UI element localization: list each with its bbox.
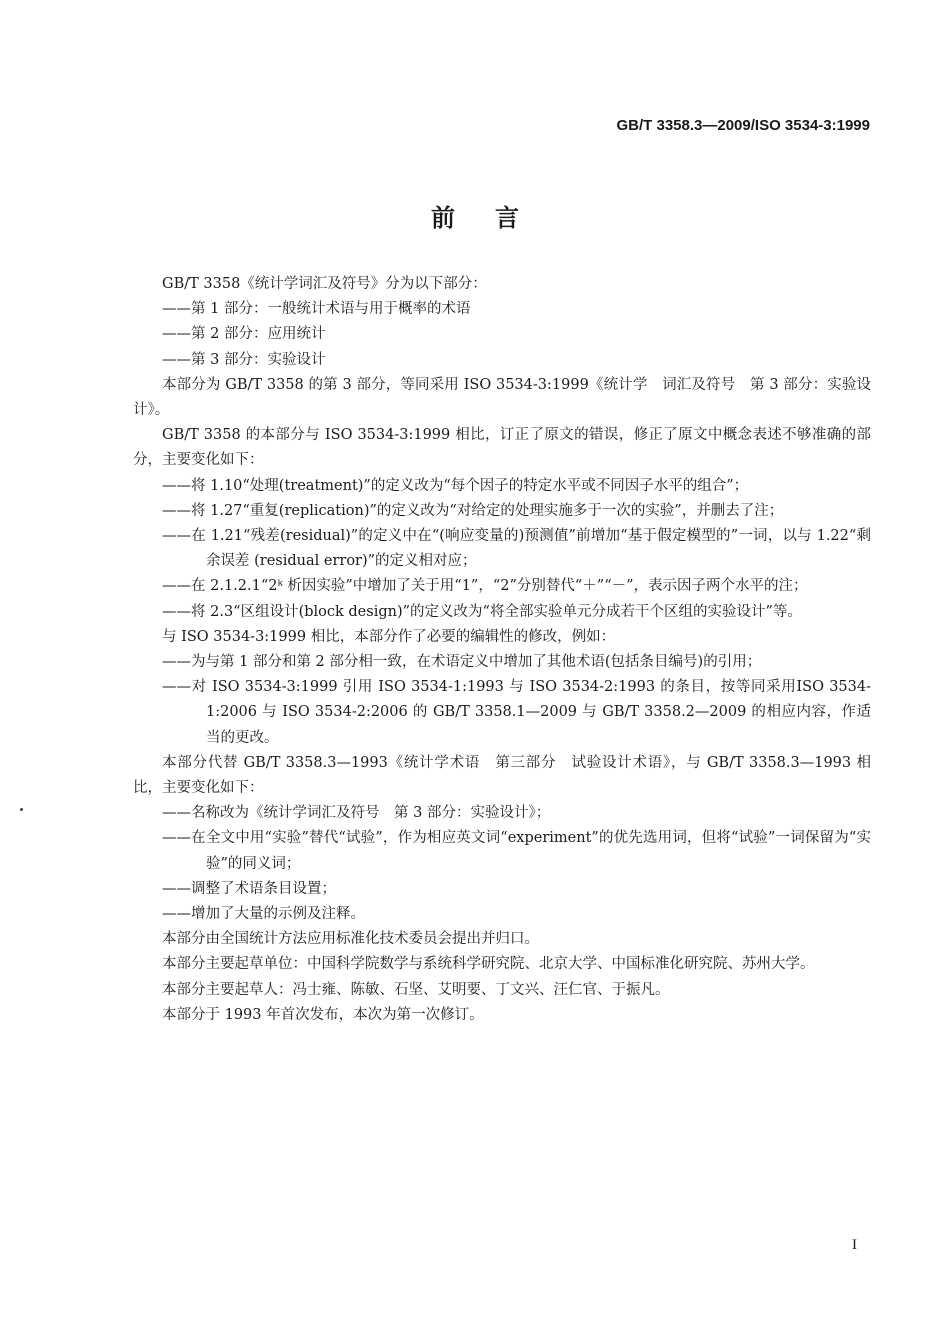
page-number: I [852, 1237, 857, 1253]
paragraph: 本部分为 GB/T 3358 的第 3 部分，等同采用 ISO 3534-3:1999《统计学 词汇及符号 第 3 部分：实验设计》。 [133, 376, 871, 419]
page-title: 前言 [431, 204, 559, 232]
list-item: ——增加了大量的示例及注释。 [162, 906, 365, 923]
list-item: ——将 1.27“重复(replication)”的定义改为“对给定的处理实施多于一次的实验”，并删去了注； [162, 502, 784, 519]
list-item: ——第 3 部分：实验设计 [162, 351, 326, 368]
standard-code: GB/T 3358.3—2009/ISO 3534-3:1999 [616, 117, 870, 134]
paragraph: 与 ISO 3534-3:1999 相比，本部分作了必要的编辑性的修改，例如： [162, 628, 616, 645]
list-item: ——第 2 部分：应用统计 [162, 326, 326, 343]
paragraph: 本部分于 1993 年首次发布，本次为第一次修订。 [162, 1006, 484, 1023]
list-item: ——将 1.10“处理(treatment)”的定义改为“每个因子的特定水平或不同因子水平的组合”； [162, 477, 749, 494]
paragraph: 本部分由全国统计方法应用标准化技术委员会提出并归口。 [162, 931, 539, 948]
list-item: ——对 ISO 3534-3:1999 引用 ISO 3534-1:1993 与 ISO 3534-2:1993 的条目，按等同采用ISO 3534-1:2006 与 ISO 3534-2:2006 的 GB/T 3358.1—2009 与 GB/T 3358.2—2009 的相应内容，作适当的更改。 [162, 679, 871, 746]
paragraph: 本部分代替 GB/T 3358.3—1993《统计学术语 第三部分 试验设计术语》，与 GB/T 3358.3—1993 相比，主要变化如下： [133, 754, 871, 797]
list-item: ——第 1 部分：一般统计术语与用于概率的术语 [162, 301, 471, 318]
list-item: ——在全文中用“实验”替代“试验”，作为相应英文词“experiment”的优先选用词，但将“试验”一词保留为“实验”的同义词； [162, 830, 871, 872]
list-item: ——在 1.21“残差(residual)”的定义中在“(响应变量的)预测值”前增加“基于假定模型的”一词，以与 1.22“剩余误差 (residual error)”的定义相对应； [162, 528, 871, 570]
scan-speck [20, 808, 23, 811]
paragraph: GB/T 3358《统计学词汇及符号》分为以下部分： [162, 276, 487, 292]
paragraph: GB/T 3358 的本部分与 ISO 3534-3:1999 相比，订正了原文的错误，修正了原文中概念表述不够准确的部分，主要变化如下： [133, 427, 871, 469]
list-item: ——调整了术语条目设置； [162, 880, 336, 897]
paragraph: 本部分主要起草单位：中国科学院数学与系统科学研究院、北京大学、中国标准化研究院、苏州大学。 [162, 956, 815, 973]
list-item: ——名称改为《统计学词汇及符号 第 3 部分：实验设计》； [162, 805, 551, 822]
list-item: ——在 2.1.2.1“2ᵏ 析因实验”中增加了关于用“1”，“2”分别替代“＋”“－”，表示因子两个水平的注； [162, 578, 808, 595]
foreword-body [133, 272, 871, 1028]
paragraph: 本部分主要起草人：冯士雍、陈敏、石坚、艾明要、丁文兴、汪仁官、于振凡。 [162, 981, 670, 998]
list-item: ——为与第 1 部分和第 2 部分相一致，在术语定义中增加了其他术语(包括条目编号)的引用； [162, 654, 762, 671]
list-item: ——将 2.3“区组设计(block design)”的定义改为“将全部实验单元分成若干个区组的实验设计”等。 [162, 603, 802, 620]
